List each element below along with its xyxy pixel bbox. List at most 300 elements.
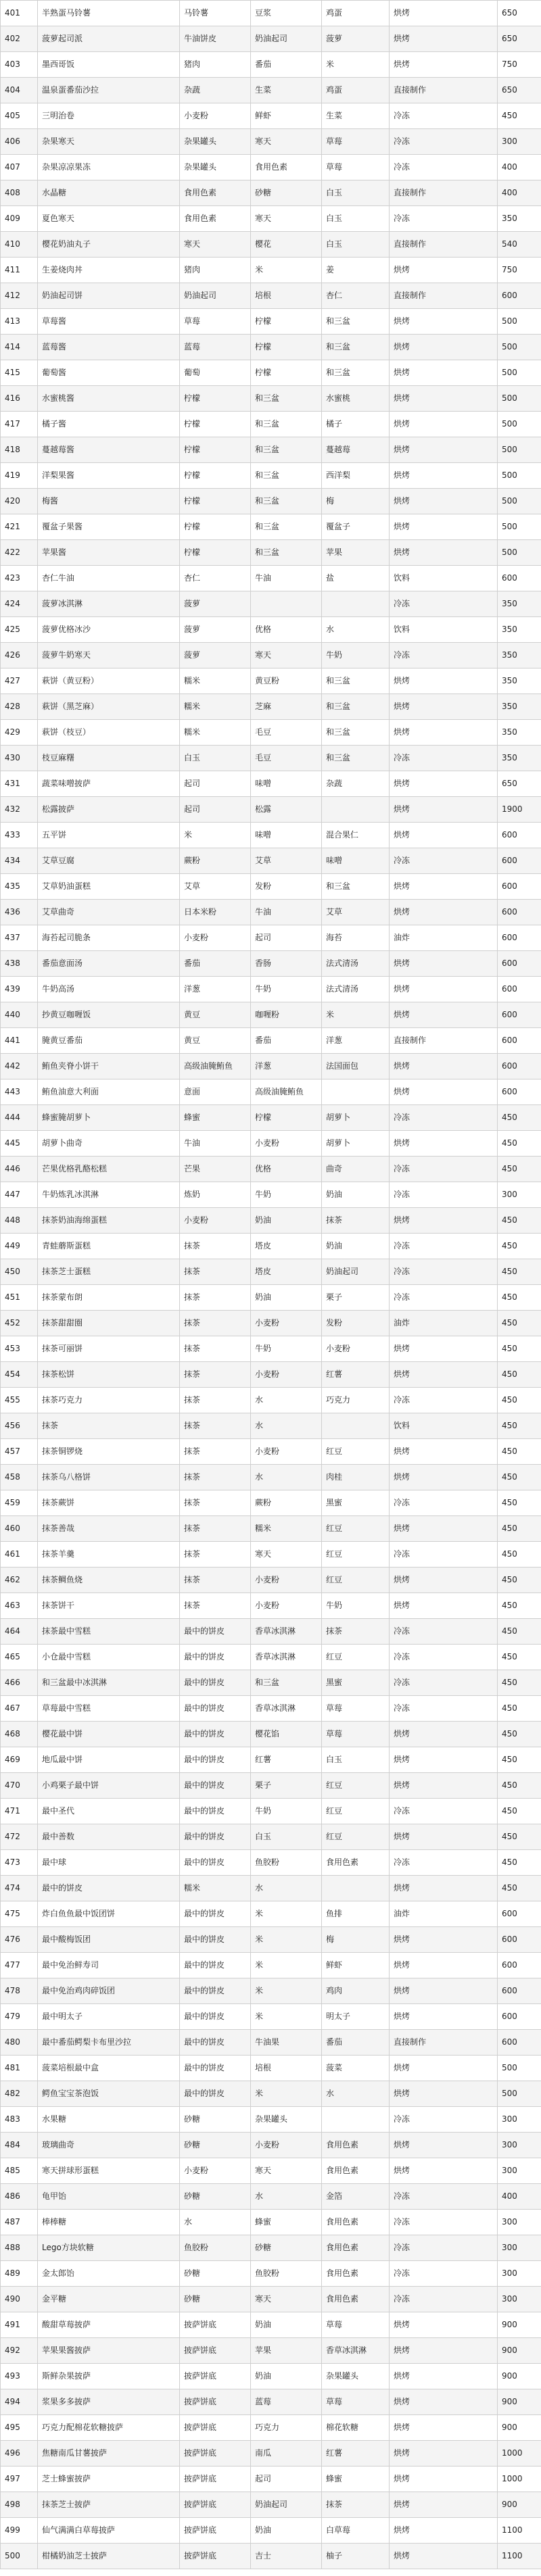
ingredient-1-cell: 日本米粉 — [180, 900, 251, 925]
ingredient-1-cell: 食用色素 — [180, 206, 251, 232]
cooking-method-cell: 烘烤 — [390, 1131, 498, 1157]
cooking-method-cell: 烘烤 — [390, 1722, 498, 1747]
ingredient-1-cell: 米 — [180, 823, 251, 848]
recipe-name-cell: 最中酸梅饭团 — [38, 1927, 180, 1953]
ingredient-1-cell: 柠檬 — [180, 514, 251, 540]
cooking-method-cell: 冷冻 — [390, 1645, 498, 1670]
ingredient-3-cell: 水蜜桃 — [322, 386, 390, 412]
cooking-method-cell: 烘烤 — [390, 386, 498, 412]
ingredient-1-cell: 最中的饼皮 — [180, 1747, 251, 1773]
cooking-method-cell: 烘烤 — [390, 360, 498, 386]
ingredient-2-cell: 蕨粉 — [251, 1490, 322, 1516]
table-row — [1, 78, 541, 103]
cooking-method-cell: 烘烤 — [390, 1568, 498, 1593]
recipe-name-cell: 腌黄豆番茄 — [38, 1028, 180, 1054]
recipe-number-cell: 496 — [1, 2441, 38, 2466]
ingredient-3-cell: 水 — [322, 2081, 390, 2107]
ingredient-1-cell: 蜂蜜 — [180, 1105, 251, 1131]
ingredient-2-cell: 味噌 — [251, 771, 322, 797]
recipe-name-cell: 抹茶最中雪糕 — [38, 1619, 180, 1645]
recipe-number-cell: 483 — [1, 2107, 38, 2133]
ingredient-2-cell: 柠檬 — [251, 309, 322, 335]
price-cell: 600 — [498, 2004, 541, 2030]
price-cell: 900 — [498, 2338, 541, 2364]
recipe-number-cell: 465 — [1, 1645, 38, 1670]
ingredient-3-cell — [322, 1413, 390, 1439]
ingredient-3-cell: 小麦粉 — [322, 1336, 390, 1362]
price-cell: 450 — [498, 1696, 541, 1722]
price-cell: 600 — [498, 925, 541, 951]
price-cell: 900 — [498, 2492, 541, 2518]
ingredient-2-cell: 奶油 — [251, 1285, 322, 1311]
price-cell: 500 — [498, 540, 541, 566]
ingredient-2-cell: 香草冰淇淋 — [251, 1619, 322, 1645]
ingredient-1-cell: 糯米 — [180, 694, 251, 720]
recipe-number-cell: 401 — [1, 1, 38, 26]
price-cell: 1900 — [498, 797, 541, 823]
ingredient-2-cell: 小麦粉 — [251, 1568, 322, 1593]
ingredient-3-cell: 和三盆 — [322, 669, 390, 694]
price-cell: 450 — [498, 1824, 541, 1850]
cooking-method-cell: 烘烤 — [390, 2158, 498, 2184]
table-row — [1, 1439, 541, 1465]
ingredient-3-cell: 金箔 — [322, 2184, 390, 2210]
cooking-method-cell: 冷冻 — [390, 1850, 498, 1876]
cooking-method-cell: 油炸 — [390, 925, 498, 951]
recipe-number-cell: 461 — [1, 1542, 38, 1568]
ingredient-3-cell: 菠萝 — [322, 26, 390, 52]
recipe-name-cell: 龟甲饴 — [38, 2184, 180, 2210]
recipe-name-cell: 抹茶巧克力 — [38, 1388, 180, 1413]
price-cell: 650 — [498, 771, 541, 797]
table-row — [1, 1542, 541, 1568]
recipe-name-cell: 橘子酱 — [38, 412, 180, 437]
ingredient-1-cell: 小麦粉 — [180, 925, 251, 951]
recipe-name-cell: 松露披萨 — [38, 797, 180, 823]
ingredient-3-cell: 和三盆 — [322, 335, 390, 360]
ingredient-2-cell: 毛豆 — [251, 720, 322, 746]
table-row — [1, 1388, 541, 1413]
price-cell: 450 — [498, 1850, 541, 1876]
ingredient-3-cell: 白玉 — [322, 232, 390, 258]
cooking-method-cell: 烘烤 — [390, 540, 498, 566]
table-row — [1, 2004, 541, 2030]
cooking-method-cell: 烘烤 — [390, 1465, 498, 1490]
ingredient-3-cell: 杂果罐头 — [322, 2364, 390, 2389]
ingredient-1-cell: 抹茶 — [180, 1413, 251, 1439]
recipe-name-cell: 鲔鱼油意大利面 — [38, 1079, 180, 1105]
ingredient-2-cell: 栗子 — [251, 1773, 322, 1799]
table-row — [1, 437, 541, 463]
ingredient-1-cell: 洋葱 — [180, 977, 251, 1002]
recipe-name-cell: 洋梨果酱 — [38, 463, 180, 489]
ingredient-3-cell: 红豆 — [322, 1799, 390, 1824]
cooking-method-cell: 烘烤 — [390, 2364, 498, 2389]
recipe-number-cell: 403 — [1, 52, 38, 78]
table-row — [1, 1645, 541, 1670]
price-cell: 450 — [498, 1645, 541, 1670]
ingredient-1-cell: 砂糖 — [180, 2107, 251, 2133]
cooking-method-cell: 烘烤 — [390, 309, 498, 335]
table-row — [1, 1901, 541, 1927]
recipe-number-cell: 440 — [1, 1002, 38, 1028]
price-cell: 600 — [498, 566, 541, 591]
price-cell: 450 — [498, 1234, 541, 1259]
recipe-number-cell: 421 — [1, 514, 38, 540]
recipe-name-cell: 抹茶甜甜圈 — [38, 1311, 180, 1336]
ingredient-2-cell: 鲜虾 — [251, 103, 322, 129]
ingredient-1-cell: 最中的饼皮 — [180, 2030, 251, 2056]
cooking-method-cell: 冷冻 — [390, 2210, 498, 2235]
ingredient-2-cell: 蓝莓 — [251, 2389, 322, 2415]
cooking-method-cell: 烘烤 — [390, 823, 498, 848]
recipe-name-cell: 寒天拼球形蛋糕 — [38, 2158, 180, 2184]
recipe-name-cell: 萩饼（黑芝麻） — [38, 694, 180, 720]
recipe-number-cell: 441 — [1, 1028, 38, 1054]
ingredient-2-cell: 生菜 — [251, 78, 322, 103]
ingredient-2-cell: 高级油腌鲔鱼 — [251, 1079, 322, 1105]
table-row — [1, 1465, 541, 1490]
recipe-number-cell: 451 — [1, 1285, 38, 1311]
recipe-name-cell: 抹茶饼干 — [38, 1593, 180, 1619]
recipe-number-cell: 459 — [1, 1490, 38, 1516]
price-cell: 900 — [498, 2415, 541, 2441]
ingredient-3-cell: 法式清汤 — [322, 951, 390, 977]
cooking-method-cell: 饮料 — [390, 617, 498, 643]
cooking-method-cell: 烘烤 — [390, 900, 498, 925]
recipe-name-cell: 牛奶炼乳冰淇淋 — [38, 1182, 180, 1208]
table-row — [1, 1157, 541, 1182]
ingredient-1-cell: 猪肉 — [180, 52, 251, 78]
recipe-name-cell: 金平糖 — [38, 2287, 180, 2312]
ingredient-3-cell: 抹茶 — [322, 1619, 390, 1645]
recipe-name-cell: 芝士蜂蜜披萨 — [38, 2466, 180, 2492]
recipe-name-cell: 番茄意面汤 — [38, 951, 180, 977]
ingredient-2-cell: 优格 — [251, 617, 322, 643]
ingredient-1-cell: 砂糖 — [180, 2133, 251, 2158]
price-cell: 650 — [498, 26, 541, 52]
ingredient-3-cell: 鲜虾 — [322, 1953, 390, 1978]
ingredient-2-cell: 鱼胶粉 — [251, 1850, 322, 1876]
ingredient-2-cell: 小麦粉 — [251, 2133, 322, 2158]
ingredient-2-cell: 小麦粉 — [251, 1439, 322, 1465]
ingredient-1-cell: 抹茶 — [180, 1439, 251, 1465]
recipe-number-cell: 454 — [1, 1362, 38, 1388]
cooking-method-cell: 烘烤 — [390, 412, 498, 437]
ingredient-1-cell: 杏仁 — [180, 566, 251, 591]
ingredient-1-cell: 柠檬 — [180, 489, 251, 514]
ingredient-3-cell: 鸡蛋 — [322, 78, 390, 103]
table-row — [1, 232, 541, 258]
ingredient-3-cell: 牛奶 — [322, 1593, 390, 1619]
recipe-name-cell: 抹茶鲷鱼烧 — [38, 1568, 180, 1593]
cooking-method-cell: 冷冻 — [390, 1799, 498, 1824]
recipe-number-cell: 467 — [1, 1696, 38, 1722]
recipe-name-cell: 杂果凉凉果冻 — [38, 155, 180, 180]
recipe-number-cell: 460 — [1, 1516, 38, 1542]
recipe-name-cell: 柑橘奶油芝士披萨 — [38, 2544, 180, 2569]
table-row — [1, 103, 541, 129]
ingredient-1-cell: 抹茶 — [180, 1593, 251, 1619]
table-row — [1, 2338, 541, 2364]
price-cell: 600 — [498, 1901, 541, 1927]
ingredient-2-cell: 和三盆 — [251, 412, 322, 437]
ingredient-1-cell: 鱼胶粉 — [180, 2235, 251, 2261]
cooking-method-cell: 烘烤 — [390, 1593, 498, 1619]
ingredient-2-cell: 小麦粉 — [251, 1362, 322, 1388]
table-row — [1, 2056, 541, 2081]
recipe-number-cell: 485 — [1, 2158, 38, 2184]
ingredient-3-cell: 法国面包 — [322, 1054, 390, 1079]
cooking-method-cell: 冷冻 — [390, 1542, 498, 1568]
recipe-number-cell: 463 — [1, 1593, 38, 1619]
price-cell: 300 — [498, 2261, 541, 2287]
ingredient-1-cell: 炼奶 — [180, 1182, 251, 1208]
ingredient-1-cell: 最中的饼皮 — [180, 1850, 251, 1876]
ingredient-3-cell: 栗子 — [322, 1285, 390, 1311]
ingredient-2-cell: 米 — [251, 1978, 322, 2004]
ingredient-3-cell: 食用色素 — [322, 2261, 390, 2287]
ingredient-3-cell: 和三盆 — [322, 746, 390, 771]
recipe-name-cell: 最中番茄鳄梨卡布里沙拉 — [38, 2030, 180, 2056]
table-row — [1, 1208, 541, 1234]
recipe-name-cell: 蔓越莓酱 — [38, 437, 180, 463]
cooking-method-cell: 烘烤 — [390, 2312, 498, 2338]
ingredient-3-cell: 杏仁 — [322, 283, 390, 309]
price-cell: 500 — [498, 437, 541, 463]
ingredient-2-cell: 蜂蜜 — [251, 2210, 322, 2235]
table-row — [1, 155, 541, 180]
ingredient-2-cell: 米 — [251, 258, 322, 283]
ingredient-2-cell: 奶油 — [251, 2364, 322, 2389]
ingredient-3-cell: 红豆 — [322, 1773, 390, 1799]
ingredient-2-cell: 小麦粉 — [251, 1593, 322, 1619]
recipe-name-cell: 樱花奶油丸子 — [38, 232, 180, 258]
cooking-method-cell: 烘烤 — [390, 2133, 498, 2158]
table-row — [1, 1234, 541, 1259]
cooking-method-cell: 烘烤 — [390, 874, 498, 900]
ingredient-2-cell: 味噌 — [251, 823, 322, 848]
ingredient-2-cell — [251, 591, 322, 617]
recipe-name-cell: 抄黄豆咖喱饭 — [38, 1002, 180, 1028]
ingredient-1-cell: 糯米 — [180, 669, 251, 694]
recipe-number-cell: 438 — [1, 951, 38, 977]
table-row — [1, 900, 541, 925]
ingredient-1-cell: 艾草 — [180, 874, 251, 900]
price-cell: 350 — [498, 746, 541, 771]
ingredient-1-cell: 最中的饼皮 — [180, 2056, 251, 2081]
recipe-number-cell: 469 — [1, 1747, 38, 1773]
ingredient-3-cell: 白草莓 — [322, 2518, 390, 2544]
table-row — [1, 1285, 541, 1311]
recipe-name-cell: 樱花最中饼 — [38, 1722, 180, 1747]
table-row — [1, 566, 541, 591]
table-row — [1, 1028, 541, 1054]
recipe-name-cell: 菠菜培根最中盒 — [38, 2056, 180, 2081]
price-cell: 450 — [498, 1773, 541, 1799]
ingredient-1-cell: 蕨粉 — [180, 848, 251, 874]
table-row — [1, 386, 541, 412]
cooking-method-cell: 冷冻 — [390, 1105, 498, 1131]
cooking-method-cell: 冷冻 — [390, 2261, 498, 2287]
ingredient-2-cell: 樱花馅 — [251, 1722, 322, 1747]
table-row — [1, 1978, 541, 2004]
recipe-name-cell: 夏色寒天 — [38, 206, 180, 232]
price-cell: 300 — [498, 2133, 541, 2158]
ingredient-1-cell: 葡萄 — [180, 360, 251, 386]
ingredient-3-cell — [322, 2107, 390, 2133]
ingredient-1-cell: 砂糖 — [180, 2287, 251, 2312]
price-cell: 600 — [498, 1028, 541, 1054]
table-row — [1, 797, 541, 823]
table-row — [1, 2107, 541, 2133]
price-cell: 1100 — [498, 2518, 541, 2544]
ingredient-3-cell: 红薯 — [322, 2441, 390, 2466]
price-cell: 600 — [498, 1927, 541, 1953]
recipe-name-cell: 和三盆最中冰淇淋 — [38, 1670, 180, 1696]
recipe-number-cell: 493 — [1, 2364, 38, 2389]
ingredient-3-cell: 水 — [322, 617, 390, 643]
table-row — [1, 1131, 541, 1157]
ingredient-3-cell: 苹果 — [322, 540, 390, 566]
ingredient-3-cell: 米 — [322, 1002, 390, 1028]
price-cell: 300 — [498, 129, 541, 155]
ingredient-1-cell: 披萨饼底 — [180, 2389, 251, 2415]
price-cell: 450 — [498, 1722, 541, 1747]
ingredient-1-cell: 小麦粉 — [180, 2158, 251, 2184]
cooking-method-cell: 烘烤 — [390, 1978, 498, 2004]
recipe-name-cell: 最中圣代 — [38, 1799, 180, 1824]
ingredient-1-cell: 披萨饼底 — [180, 2364, 251, 2389]
ingredient-2-cell: 牛奶 — [251, 977, 322, 1002]
recipe-name-cell: 最中球 — [38, 1850, 180, 1876]
recipe-number-cell: 486 — [1, 2184, 38, 2210]
ingredient-1-cell: 马铃薯 — [180, 1, 251, 26]
table-row — [1, 2312, 541, 2338]
recipe-number-cell: 439 — [1, 977, 38, 1002]
ingredient-3-cell: 姜 — [322, 258, 390, 283]
ingredient-1-cell: 柠檬 — [180, 412, 251, 437]
ingredient-2-cell: 奶油起司 — [251, 26, 322, 52]
ingredient-2-cell: 牛油 — [251, 566, 322, 591]
recipe-number-cell: 417 — [1, 412, 38, 437]
ingredient-1-cell: 小麦粉 — [180, 103, 251, 129]
recipe-name-cell: 生姜烧肉丼 — [38, 258, 180, 283]
table-row — [1, 180, 541, 206]
table-row — [1, 1670, 541, 1696]
ingredient-1-cell: 披萨饼底 — [180, 2441, 251, 2466]
table-row — [1, 925, 541, 951]
ingredient-1-cell: 抹茶 — [180, 1259, 251, 1285]
recipe-number-cell: 429 — [1, 720, 38, 746]
cooking-method-cell: 烘烤 — [390, 2544, 498, 2569]
price-cell: 450 — [498, 1542, 541, 1568]
table-row — [1, 2184, 541, 2210]
price-cell: 350 — [498, 617, 541, 643]
price-cell: 450 — [498, 1516, 541, 1542]
price-cell: 500 — [498, 335, 541, 360]
cooking-method-cell: 冷冻 — [390, 1670, 498, 1696]
cooking-method-cell: 冷冻 — [390, 1234, 498, 1259]
recipe-number-cell: 444 — [1, 1105, 38, 1131]
cooking-method-cell: 直接制作 — [390, 283, 498, 309]
recipe-number-cell: 484 — [1, 2133, 38, 2158]
recipe-number-cell: 462 — [1, 1568, 38, 1593]
recipe-number-cell: 415 — [1, 360, 38, 386]
price-cell: 450 — [498, 1619, 541, 1645]
recipe-name-cell: 蓝莓酱 — [38, 335, 180, 360]
table-row — [1, 2287, 541, 2312]
recipe-name-cell: 最中免治鲜寿司 — [38, 1953, 180, 1978]
price-cell: 500 — [498, 2056, 541, 2081]
ingredient-3-cell: 奶油起司 — [322, 1259, 390, 1285]
recipe-number-cell: 466 — [1, 1670, 38, 1696]
table-row — [1, 1773, 541, 1799]
cooking-method-cell: 烘烤 — [390, 335, 498, 360]
recipe-number-cell: 470 — [1, 1773, 38, 1799]
ingredient-3-cell: 海苔 — [322, 925, 390, 951]
recipe-number-cell: 425 — [1, 617, 38, 643]
ingredient-2-cell: 砂糖 — [251, 2235, 322, 2261]
table-row — [1, 258, 541, 283]
recipe-number-cell: 492 — [1, 2338, 38, 2364]
ingredient-2-cell: 柠檬 — [251, 1105, 322, 1131]
price-cell: 350 — [498, 694, 541, 720]
ingredient-1-cell: 杂果罐头 — [180, 129, 251, 155]
recipe-number-cell: 481 — [1, 2056, 38, 2081]
table-row — [1, 283, 541, 309]
table-row — [1, 874, 541, 900]
recipe-number-cell: 482 — [1, 2081, 38, 2107]
table-row — [1, 360, 541, 386]
recipe-number-cell: 450 — [1, 1259, 38, 1285]
recipe-number-cell: 488 — [1, 2235, 38, 2261]
table-row — [1, 463, 541, 489]
recipe-name-cell: 最中明太子 — [38, 2004, 180, 2030]
table-row — [1, 1259, 541, 1285]
recipe-name-cell: 三明治卷 — [38, 103, 180, 129]
ingredient-3-cell: 橘子 — [322, 412, 390, 437]
cooking-method-cell: 冷冻 — [390, 155, 498, 180]
ingredient-3-cell: 白玉 — [322, 206, 390, 232]
table-row — [1, 2261, 541, 2287]
table-row — [1, 1516, 541, 1542]
cooking-method-cell: 冷冻 — [390, 1157, 498, 1182]
ingredient-3-cell: 棉花软糖 — [322, 2415, 390, 2441]
cooking-method-cell: 烘烤 — [390, 1054, 498, 1079]
cooking-method-cell: 烘烤 — [390, 1439, 498, 1465]
price-cell: 600 — [498, 1054, 541, 1079]
price-cell: 500 — [498, 463, 541, 489]
recipe-name-cell: 水果糖 — [38, 2107, 180, 2133]
price-cell: 450 — [498, 1413, 541, 1439]
ingredient-3-cell: 红豆 — [322, 1516, 390, 1542]
recipe-name-cell: 蜂蜜腌胡萝卜 — [38, 1105, 180, 1131]
price-cell: 350 — [498, 591, 541, 617]
ingredient-1-cell: 小麦粉 — [180, 1208, 251, 1234]
recipe-name-cell: 海苔起司脆条 — [38, 925, 180, 951]
ingredient-3-cell: 菠菜 — [322, 2056, 390, 2081]
recipe-name-cell: 草莓酱 — [38, 309, 180, 335]
recipe-number-cell: 416 — [1, 386, 38, 412]
ingredient-1-cell: 最中的饼皮 — [180, 1645, 251, 1670]
ingredient-2-cell: 奶油 — [251, 1208, 322, 1234]
table-row — [1, 1490, 541, 1516]
recipe-name-cell: 温泉蛋番茄沙拉 — [38, 78, 180, 103]
table-row — [1, 489, 541, 514]
recipe-number-cell: 432 — [1, 797, 38, 823]
cooking-method-cell: 冷冻 — [390, 2287, 498, 2312]
